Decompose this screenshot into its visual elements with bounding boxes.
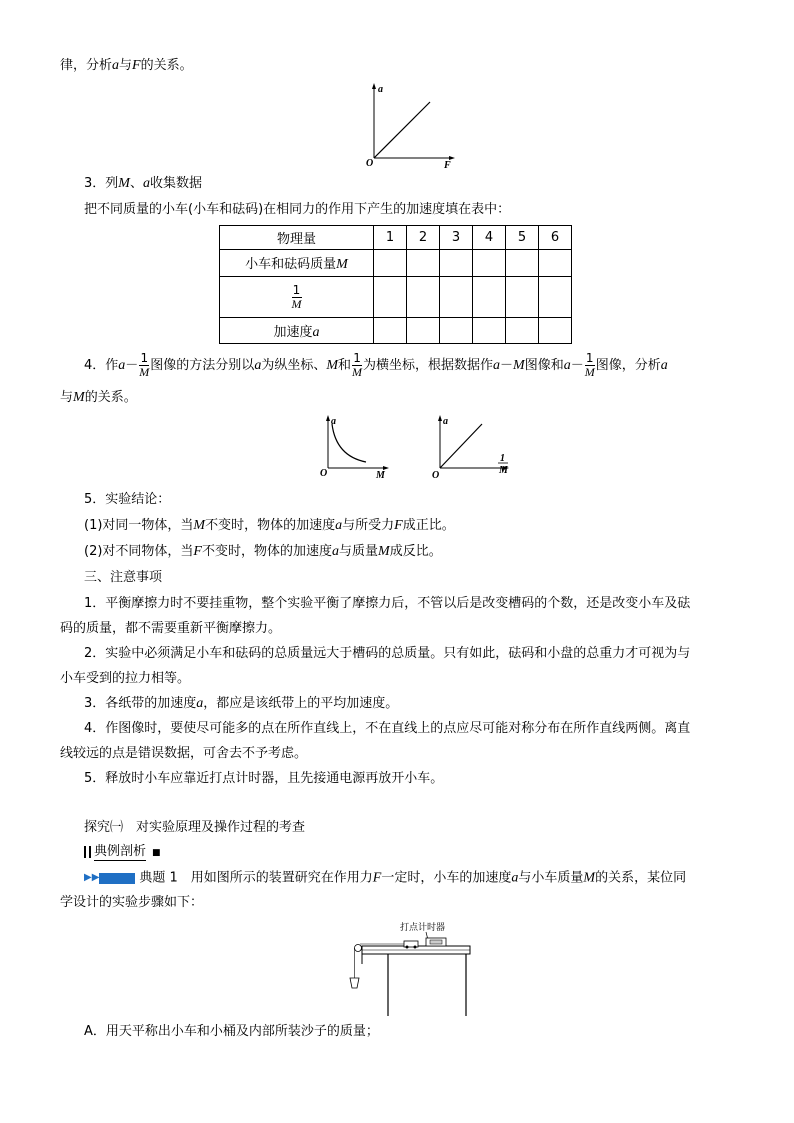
section-5-title: [84, 490, 170, 510]
text: 与小车质量: [518, 870, 584, 886]
text: 5．实验结论：: [84, 492, 171, 507]
var-F: F: [193, 544, 202, 559]
dianli-label: [84, 842, 161, 863]
text: 4．作图像时，要使尽可能多的点在所作直线上，不在直线上的点应尽可能对称分布在所作直线两侧。离直: [84, 721, 691, 736]
graph-a-vs-m: [318, 412, 390, 478]
text: 码的质量，都不需要重新平衡摩擦力。: [60, 621, 282, 636]
text: 一定时，小车的加速度: [381, 870, 512, 886]
table-cell: [407, 277, 440, 318]
fraction-den: M: [352, 365, 363, 379]
table-cell: [407, 318, 440, 344]
table-cell: [473, 277, 506, 318]
var-a: a: [312, 324, 320, 340]
text: 律，分析: [60, 58, 113, 73]
table-cell: [374, 277, 407, 318]
table-cell: 4: [473, 226, 506, 250]
table-cell: [374, 250, 407, 277]
text: 、: [129, 176, 143, 191]
table-cell: [220, 277, 374, 318]
example-line2: [60, 893, 203, 913]
note-2-line1: [84, 644, 690, 664]
graph2-origin: O: [320, 468, 328, 478]
text: 典例剖析: [94, 844, 147, 859]
text: 图像的方法分别以: [150, 358, 255, 373]
var-a: a: [335, 518, 343, 533]
fraction: [585, 352, 595, 379]
fraction: [352, 352, 362, 379]
table-cell: [440, 277, 473, 318]
text: 的关系。: [140, 58, 193, 73]
table-cell: [374, 318, 407, 344]
text: 不变时，物体的加速度: [201, 544, 332, 559]
example-line1: [84, 868, 686, 889]
text: 收集数据: [149, 176, 202, 191]
table-cell: [440, 250, 473, 277]
section-3-title: [84, 174, 202, 194]
table-cell: [220, 250, 374, 277]
note-1-line1: [84, 594, 690, 614]
var-a: a: [142, 176, 150, 191]
explore-heading: [84, 818, 305, 838]
table-row: [220, 318, 572, 344]
var-a: a: [493, 358, 501, 373]
table-cell: [539, 318, 572, 344]
text: 4．作: [84, 358, 119, 373]
var-a: a: [660, 358, 668, 373]
text: －: [500, 358, 514, 373]
graph3-x-den: M: [499, 465, 508, 476]
text: 加速度: [273, 324, 313, 340]
var-a: a: [118, 358, 126, 373]
text: 2．实验中必须满足小车和砝码的总质量远大于槽码的总质量。只有如此，砝码和小盘的总重力才可视为与: [84, 646, 691, 661]
table-cell: [220, 318, 374, 344]
text: 和: [338, 358, 352, 373]
table-cell: 3: [440, 226, 473, 250]
var-M: M: [336, 257, 348, 272]
table-cell: [440, 318, 473, 344]
table-cell: [506, 277, 539, 318]
note-5: [84, 769, 443, 789]
var-F: F: [394, 518, 403, 533]
text: 小车受到的拉力相等。: [60, 671, 191, 686]
text: 5．释放时小车应靠近打点计时器，且先接通电源再放开小车。: [84, 771, 444, 786]
bar-decoration: [84, 846, 86, 858]
fraction-den: M: [584, 365, 595, 379]
fraction: [292, 284, 302, 311]
text: 探究㈠ 对实验原理及操作过程的考查: [84, 820, 306, 835]
text: 线较远的点是错误数据，可舍去不予考虑。: [60, 746, 308, 761]
text: 图像和: [524, 358, 564, 373]
text: －: [125, 358, 139, 373]
step-a: [84, 1022, 379, 1042]
table-cell: [506, 250, 539, 277]
graph2-x-label: M: [376, 470, 385, 478]
note-4-line1: [84, 719, 690, 739]
var-a: a: [511, 870, 519, 886]
data-table: [219, 225, 572, 344]
note-4-line2: [60, 744, 307, 764]
text: 学设计的实验步骤如下：: [60, 895, 204, 910]
graph2-y-label: a: [331, 416, 336, 427]
var-M: M: [513, 358, 525, 373]
text: 的关系。: [84, 390, 137, 405]
table-header-row: [220, 226, 572, 250]
apparatus-diagram: [338, 920, 478, 1020]
text: 与: [60, 390, 74, 405]
text: A．用天平称出小车和小桶及内部所装沙子的质量；: [84, 1024, 379, 1039]
note-1-line2: [60, 619, 281, 639]
table-cell: [473, 318, 506, 344]
graph1-x-label: F: [444, 160, 451, 168]
graph1-origin: O: [366, 158, 374, 168]
var-M: M: [73, 390, 85, 405]
square-icon: ■: [152, 848, 161, 858]
timer-label: 打点计时器: [400, 923, 446, 933]
text: 1．平衡摩擦力时不要挂重物，整个实验平衡了摩擦力后，不管以后是改变槽码的个数，还是改变小车及砝: [84, 596, 691, 611]
table-cell: 5: [506, 226, 539, 250]
text: 把不同质量的小车(小车和砝码)在相同力的作用下产生的加速度填在表中：: [84, 202, 511, 217]
text: 为纵坐标、: [261, 358, 327, 373]
table-cell: [506, 318, 539, 344]
note-3: [84, 694, 398, 714]
fraction-den: M: [139, 365, 150, 379]
graph3-x-num: 1: [500, 453, 505, 464]
var-F: F: [372, 870, 382, 886]
section-4-line1: [84, 352, 668, 379]
text: 典题 1 用如图所示的装置研究在作用力: [139, 870, 373, 886]
text: 小车和砝码质量: [245, 257, 337, 272]
table-cell: [539, 250, 572, 277]
text: 与: [119, 58, 133, 73]
var-M: M: [583, 870, 596, 886]
text: 3．列: [84, 176, 119, 191]
fraction-num: 1: [353, 351, 361, 365]
note-2-line2: [60, 669, 190, 689]
text: 与质量: [339, 544, 379, 559]
notes-heading: [84, 568, 162, 588]
table-cell: 6: [539, 226, 572, 250]
text: 为横坐标，根据数据作: [363, 358, 494, 373]
graph3-origin: O: [432, 470, 440, 481]
text: 成正比。: [402, 518, 455, 533]
var-a: a: [563, 358, 571, 373]
var-M: M: [326, 358, 338, 373]
fraction-num: 1: [140, 351, 149, 365]
var-M: M: [118, 176, 130, 191]
table-cell: 物理量: [220, 226, 374, 250]
fraction-num: 1: [292, 282, 301, 297]
text: 三、注意事项: [84, 570, 163, 585]
conclusion-2: [84, 542, 442, 562]
conclusion-1: [84, 516, 455, 536]
text: －: [570, 358, 584, 373]
table-cell: [407, 250, 440, 277]
table-row: [220, 277, 572, 318]
table-cell: 2: [407, 226, 440, 250]
graph3-y-label: a: [443, 416, 448, 427]
banner-bar: [99, 873, 135, 884]
table-cell: [539, 277, 572, 318]
fraction: [139, 352, 149, 379]
bar-decoration: [89, 846, 91, 858]
table-cell: [473, 250, 506, 277]
intro-line: [60, 56, 193, 76]
graph-a-vs-inverse-m: [430, 412, 512, 482]
var-a: a: [112, 58, 120, 73]
text: 成反比。: [389, 544, 442, 559]
var-M: M: [378, 544, 390, 559]
graph1-y-label: a: [378, 84, 383, 95]
section-3-desc: [84, 200, 510, 220]
text: 3．各纸带的加速度: [84, 696, 197, 711]
text: 图像，分析: [595, 358, 661, 373]
var-a: a: [332, 544, 339, 559]
text: 与所受力: [342, 518, 395, 533]
var-F: F: [132, 58, 141, 73]
fraction-num: 1: [585, 351, 594, 365]
double-arrow-icon: ▶▶: [84, 872, 100, 883]
text: (2)对不同物体，当: [84, 544, 194, 559]
table-row: [220, 250, 572, 277]
var-a: a: [254, 358, 262, 373]
var-M: M: [193, 518, 206, 533]
graph-a-vs-f: [364, 80, 456, 168]
text: 的关系，某位同: [595, 870, 687, 886]
section-4-line2: [60, 388, 137, 408]
text: (1)对同一物体，当: [84, 518, 194, 533]
table-cell: 1: [374, 226, 407, 250]
text: 不变时，物体的加速度: [205, 518, 336, 533]
text: ，都应是该纸带上的平均加速度。: [203, 696, 399, 711]
fraction-den: M: [291, 296, 302, 311]
var-a: a: [196, 696, 204, 711]
